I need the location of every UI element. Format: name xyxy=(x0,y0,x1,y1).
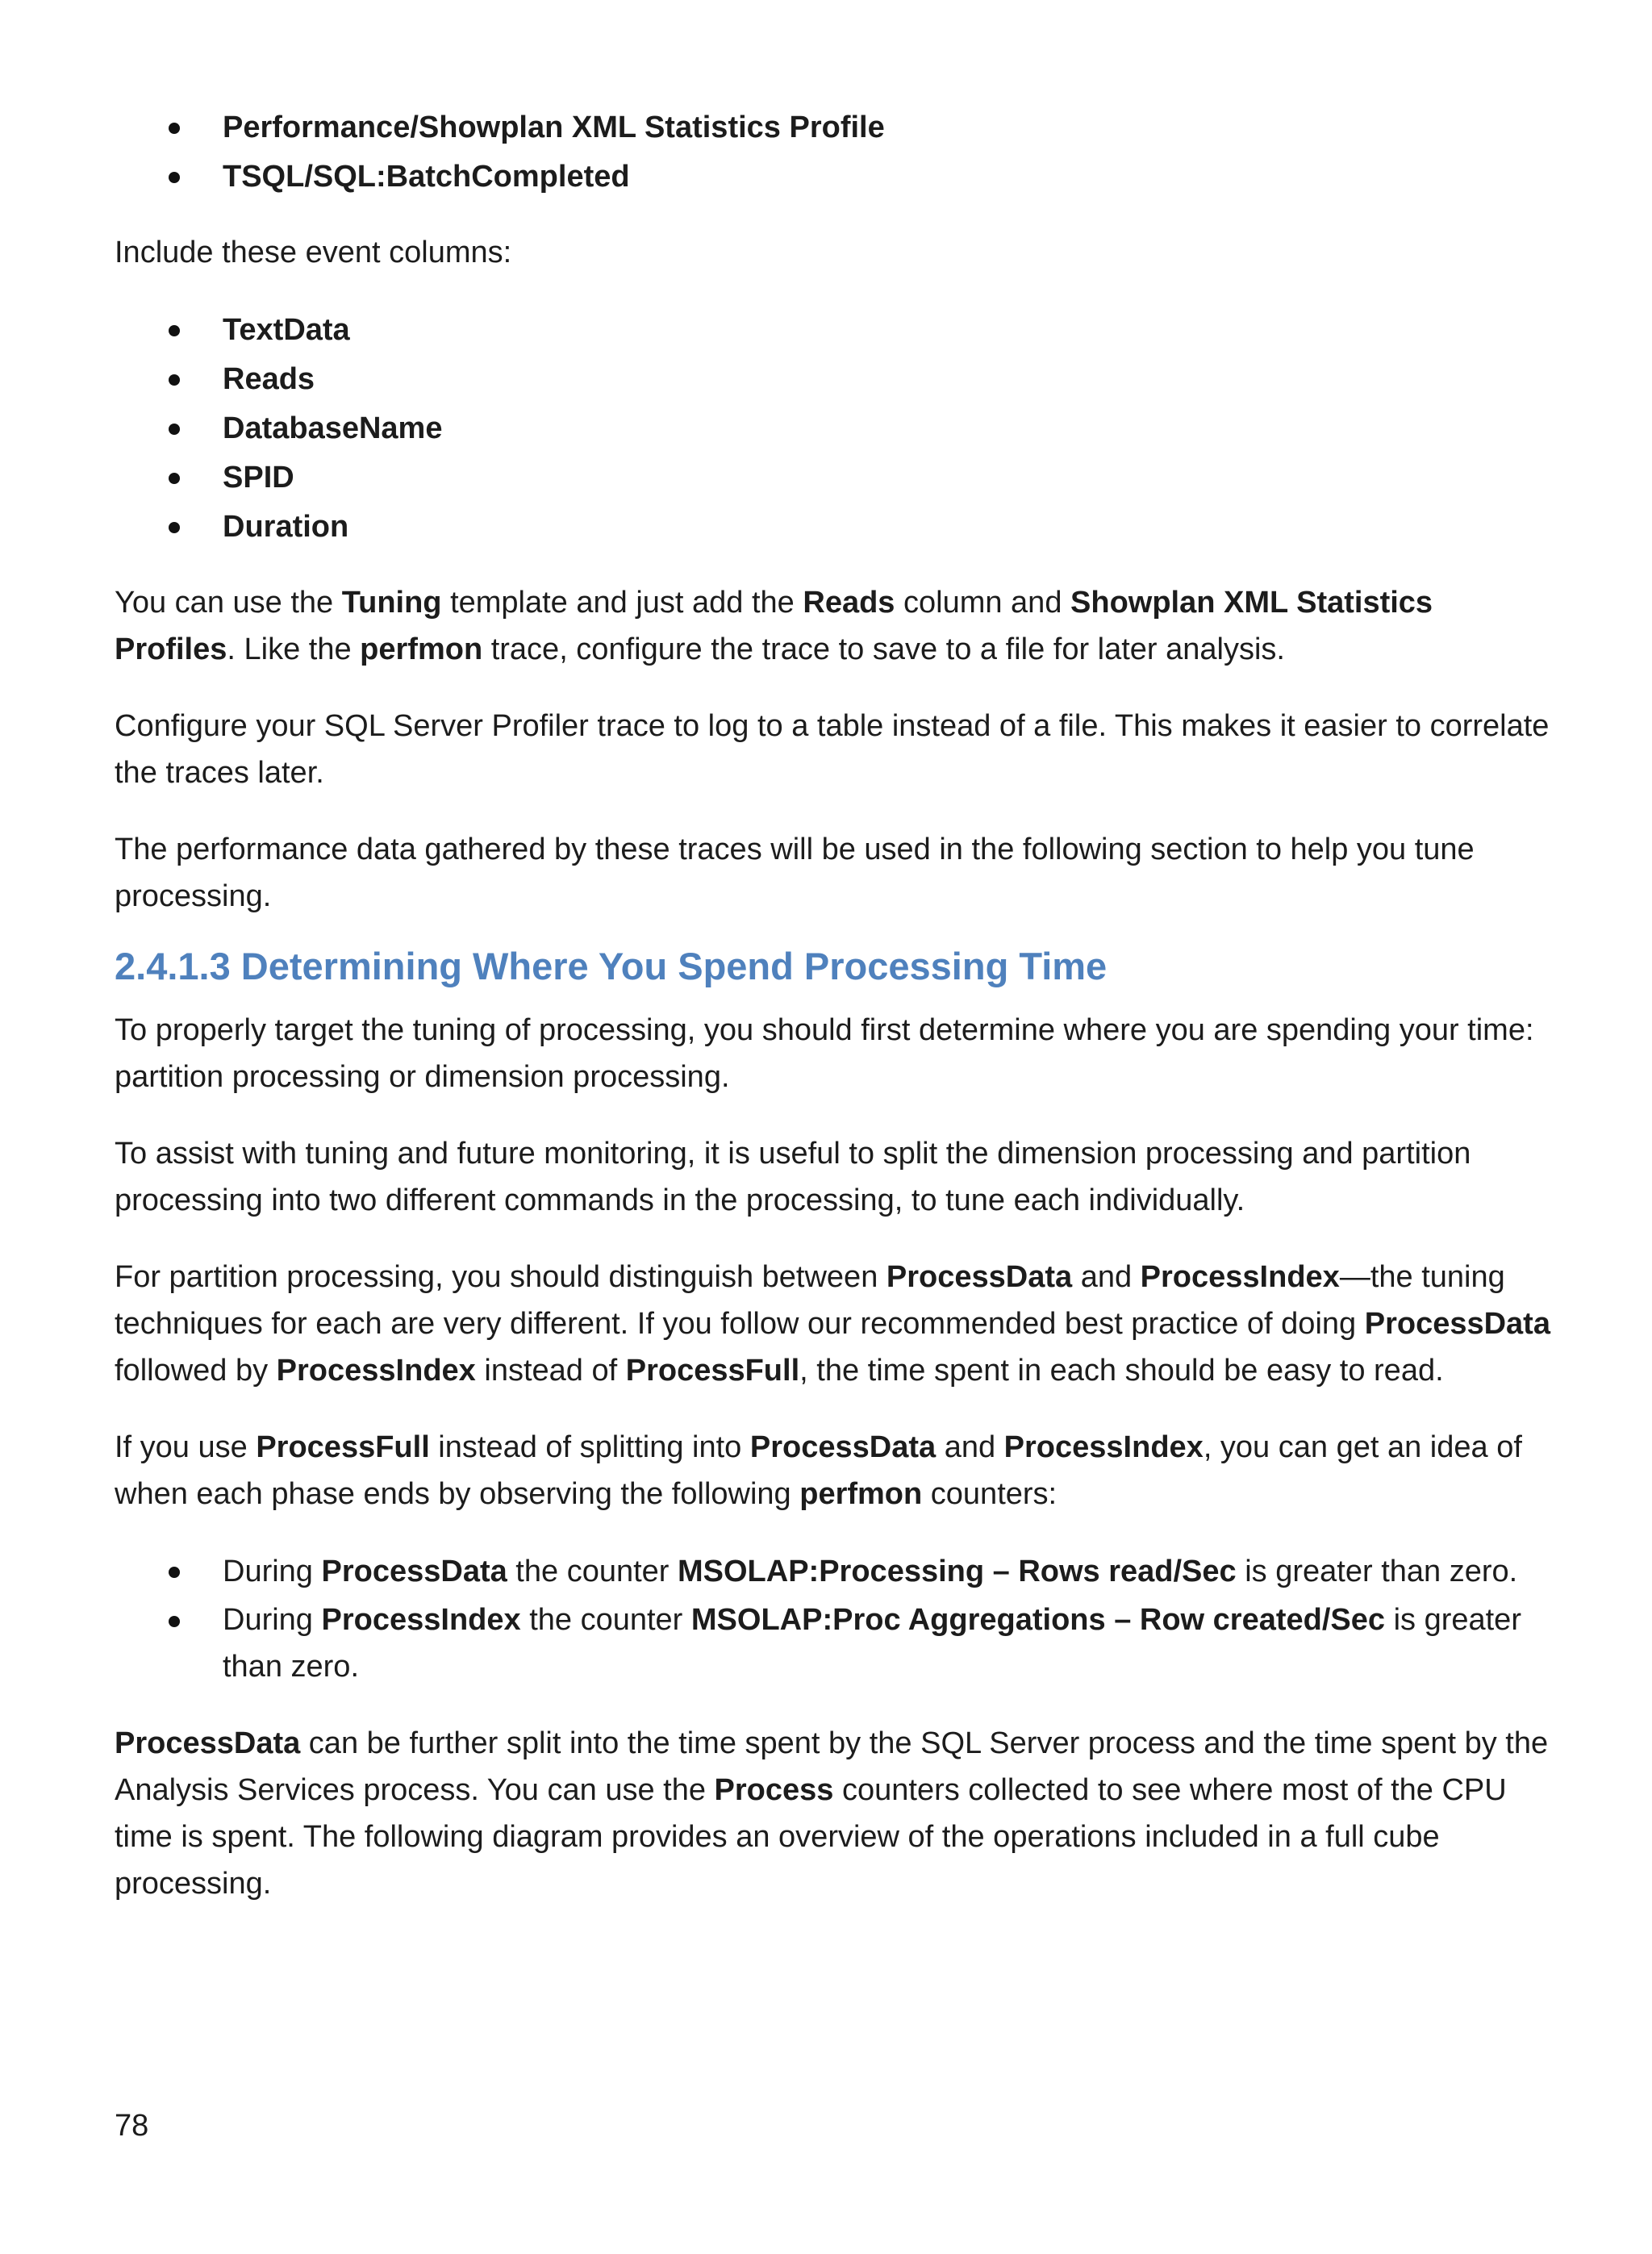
columns-intro: Include these event columns: xyxy=(115,236,512,269)
section-heading: 2.4.1.3 Determining Where You Spend Processing Time xyxy=(115,945,1108,987)
list-item xyxy=(115,503,1550,552)
paragraph-target-tuning: To properly target the tuning of processing, you should first determine where you are spending your time: partition processing or dimension processing. xyxy=(115,1013,1534,1094)
paragraph-performance-data: The performance data gathered by these traces will be used in the following section to help you tune processing. xyxy=(115,833,1475,913)
list-item: During ProcessData the counter MSOLAP:Processing – Rows read/Sec is greater than zero. xyxy=(115,1547,1550,1597)
events-list xyxy=(115,103,1550,202)
paragraph-partition-processing: For partition processing, you should distinguish between ProcessData and ProcessIndex—the tuning techniques for each are very different. If you follow our recommended best practice of doing ProcessData followed by ProcessIndex instead of ProcessFull, the time spent in each should be easy to read. xyxy=(115,1260,1550,1388)
list-item xyxy=(115,103,1550,152)
list-item xyxy=(115,404,1550,453)
paragraph-assist-tuning: To assist with tuning and future monitoring, it is useful to split the dimension processing and partition processing into two different commands in the processing, to tune each individually. xyxy=(115,1137,1471,1217)
list-item xyxy=(115,306,1550,355)
paragraph-processdata: ProcessData can be further split into the time spent by the SQL Server process and the time spent by the Analysis Services process. You can use the Process counters collected to see where most of the CPU time is spent. The following diagram provides an overview of the operations included in a full cube processing. xyxy=(115,1726,1549,1901)
list-item xyxy=(115,152,1550,202)
page-number: 78 xyxy=(115,2109,149,2143)
event-name: Performance/Showplan XML Statistics Profile xyxy=(223,111,885,144)
column-name: Duration xyxy=(223,510,349,544)
document-page xyxy=(115,103,1550,1907)
list-item: During ProcessIndex the counter MSOLAP:Proc Aggregations – Row created/Sec is greater than zero. xyxy=(115,1597,1550,1690)
column-name: DatabaseName xyxy=(223,411,443,445)
paragraph-configure-trace: Configure your SQL Server Profiler trace to log to a table instead of a file. This makes it easier to correlate the traces later. xyxy=(115,709,1550,790)
list-item xyxy=(115,355,1550,404)
event-name: TSQL/SQL:BatchCompleted xyxy=(223,160,630,194)
column-name: TextData xyxy=(223,313,350,347)
paragraph-processfull: If you use ProcessFull instead of splitting into ProcessData and ProcessIndex, you can get an idea of when each phase ends by observing the following perfmon counters: xyxy=(115,1430,1522,1511)
paragraph-tuning-template: You can use the Tuning template and just add the Reads column and Showplan XML Statistics Profiles. Like the perfmon trace, configure the trace to save to a file for later analysis. xyxy=(115,586,1433,666)
column-name: SPID xyxy=(223,461,294,495)
column-name: Reads xyxy=(223,362,315,396)
list-item xyxy=(115,453,1550,503)
counters-list xyxy=(115,1547,1550,1690)
columns-list xyxy=(115,306,1550,552)
